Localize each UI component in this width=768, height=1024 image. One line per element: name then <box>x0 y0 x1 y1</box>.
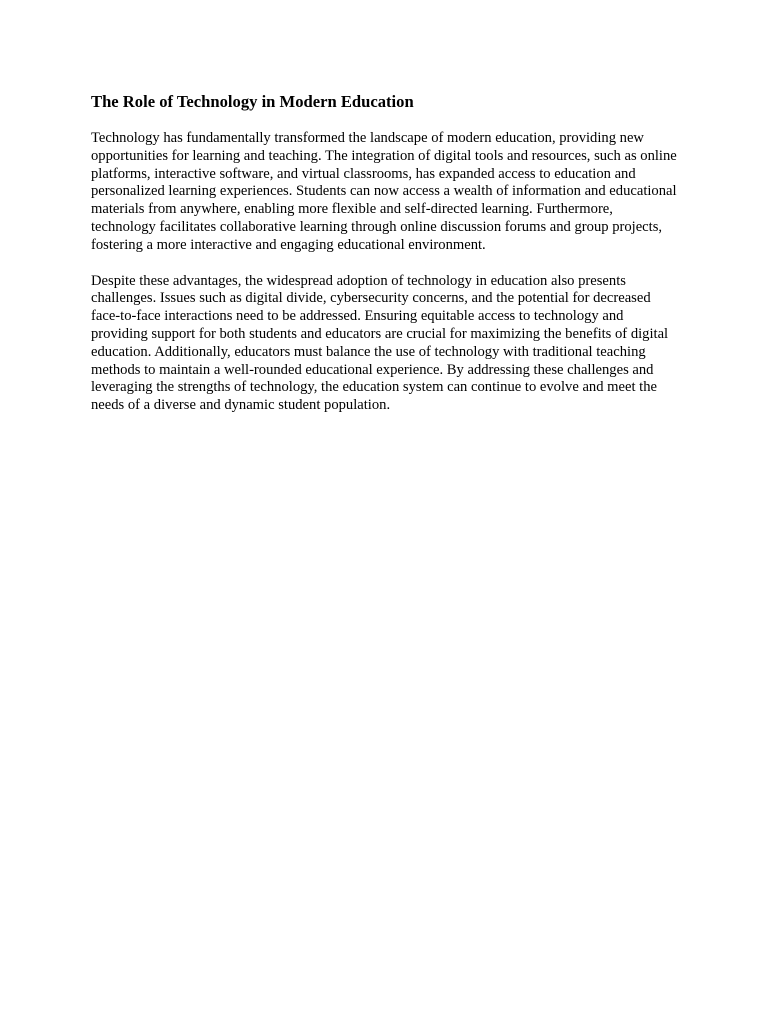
document-title: The Role of Technology in Modern Education <box>91 92 414 111</box>
paragraph-2: Despite these advantages, the widespread adoption of technology in education also presents challenges. Issues such as digital divide, cybersecurity concerns, and the potential for decreased face-to-face interactions need to be addressed. Ensuring equitable access to technology and providing support for both students and educators are crucial for maximizing the benefits of digital education. Additionally, educators must balance the use of technology with traditional teaching methods to maintain a well-rounded educational experience. By addressing these challenges and leveraging the strengths of technology, the education system can continue to evolve and meet the needs of a diverse and dynamic student population. <box>91 272 669 414</box>
paragraph-1: Technology has fundamentally transformed the landscape of modern education, providing new opportunities for learning and teaching. The integration of digital tools and resources, such as online platforms, interactive software, and virtual classrooms, has expanded access to education and personalized learning experiences. Students can now access a wealth of information and educational materials from anywhere, enabling more flexible and self-directed learning. Furthermore, technology facilitates collaborative learning through online discussion forums and group projects, fostering a more interactive and engaging educational environment. <box>91 130 677 253</box>
document-body <box>91 91 681 433</box>
